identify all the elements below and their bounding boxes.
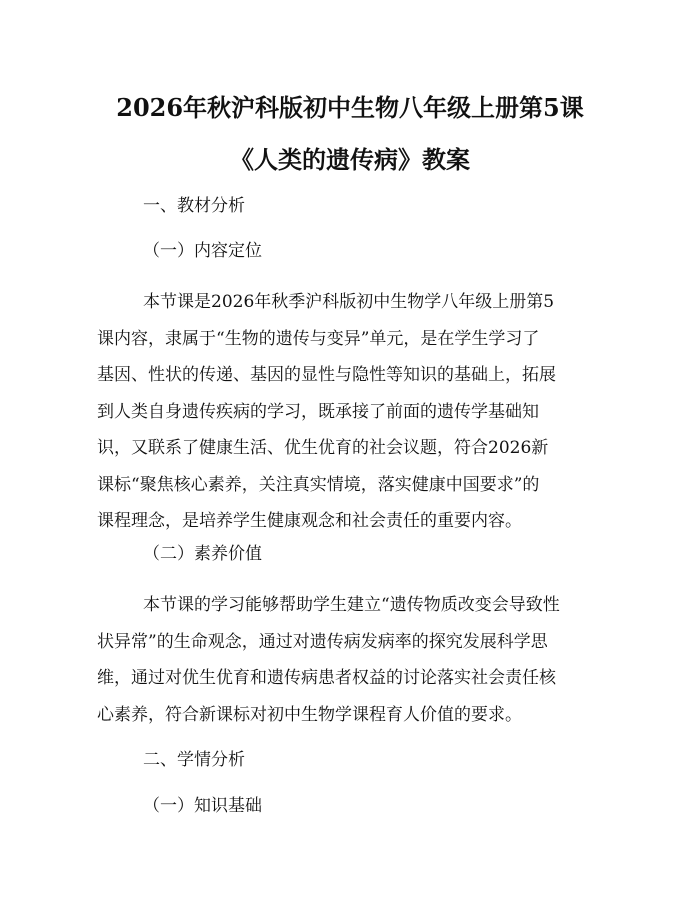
paragraph-line: 维，通过对优生优育和遗传病患者权益的讨论落实社会责任核	[97, 668, 556, 688]
paragraph-line: 本节课的学习能够帮助学生建立“遗传物质改变会导致性	[143, 595, 560, 615]
subsection-heading-content-positioning: （一）内容定位	[143, 241, 262, 261]
paragraph-content-positioning	[97, 284, 605, 540]
paragraph-line: 课标“聚焦核心素养，关注真实情境，落实健康中国要求”的	[97, 474, 540, 495]
paragraph-line: 状异常”的生命观念，通过对遗传病发病率的探究发展科学思	[97, 631, 548, 652]
paragraph-line: 本节课是2026年秋季沪科版初中生物学八年级上册第5	[143, 292, 555, 312]
subsection-heading-literacy-value: （二）素养价值	[143, 544, 262, 564]
title-line-2: 《人类的遗传病》教案	[230, 145, 470, 174]
paragraph-line: 心素养，符合新课标对初中生物学课程育人价值的要求。	[97, 704, 522, 725]
paragraph-line: 基因、性状的传递、基因的显性与隐性等知识的基础上，拓展	[97, 365, 556, 385]
paragraph-line: 课内容，隶属于“生物的遗传与变异”单元，是在学生学习了	[97, 328, 540, 349]
subsection-heading-knowledge-base: （一）知识基础	[143, 796, 262, 816]
paragraph-line: 课程理念，是培养学生健康观念和社会责任的重要内容。	[97, 511, 522, 531]
paragraph-line: 识，又联系了健康生活、优生优育的社会议题，符合2026新	[97, 438, 549, 458]
paragraph-line: 到人类自身遗传疾病的学习，既承接了前面的遗传学基础知	[97, 401, 539, 422]
paragraph-literacy-value	[97, 587, 605, 733]
section-heading-learner-analysis: 二、学情分析	[143, 750, 245, 770]
title-line-1: 2026年秋沪科版初中生物八年级上册第5课	[116, 93, 584, 122]
section-heading-textbook-analysis: 一、教材分析	[143, 196, 245, 216]
document-title	[80, 82, 620, 186]
